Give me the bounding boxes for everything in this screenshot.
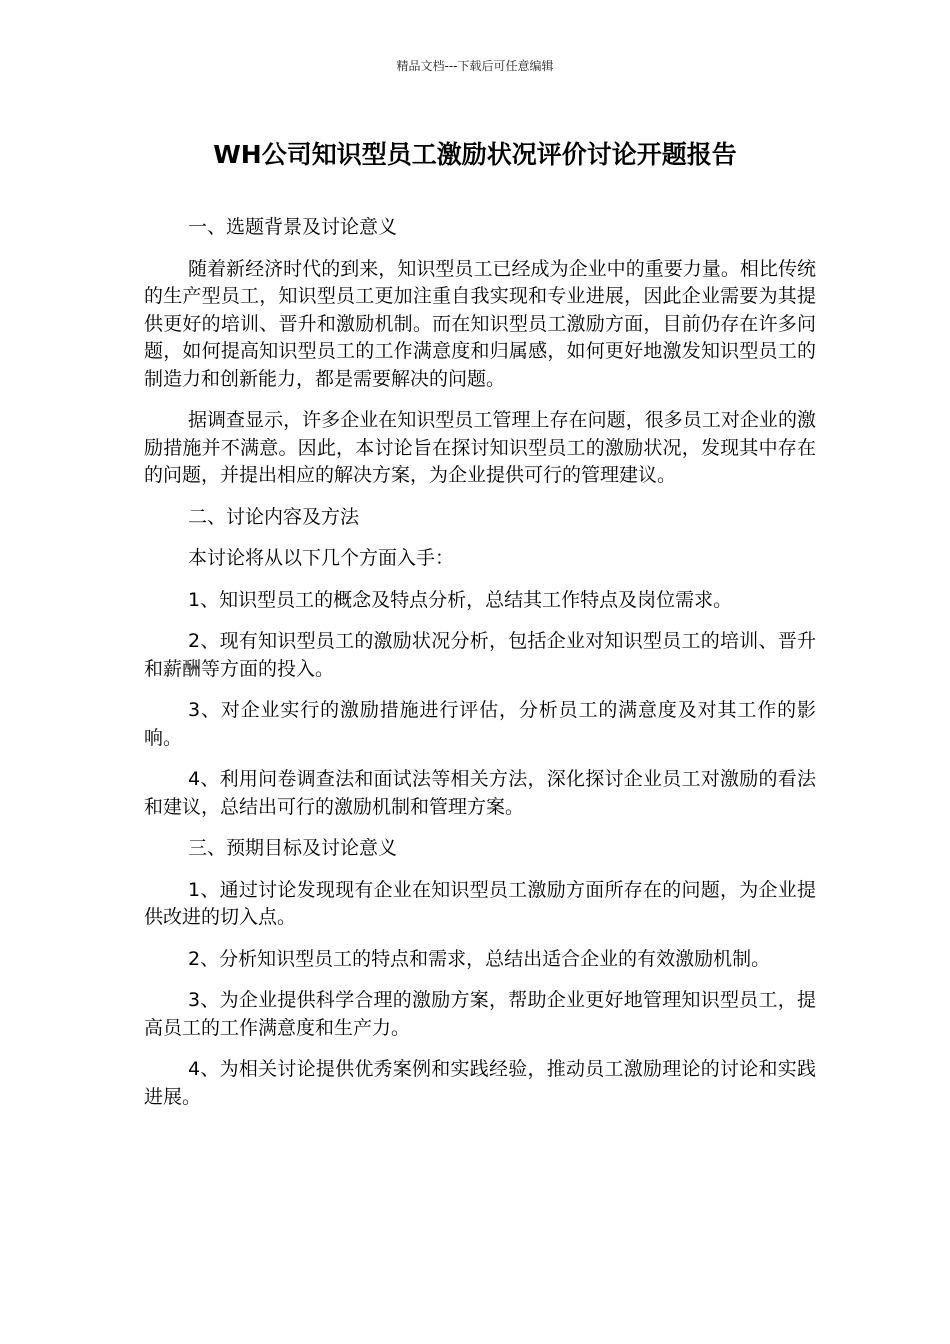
header-note: 精品文档---下载后可任意编辑 [396, 59, 554, 73]
list-item-content-2: 2、现有知识型员工的激励状况分析，包括企业对知识型员工的培训、晋升和薪酬等方面的投入。 [144, 630, 816, 680]
list-item-goal-2: 2、分析知识型员工的特点和需求，总结出适合企业的有效激励机制。 [188, 947, 771, 970]
list-item-goal-1: 1、通过讨论发现现有企业在知识型员工激励方面所存在的问题，为企业提供改进的切入点。 [144, 878, 816, 928]
list-item-content-3: 3、对企业实行的激励措施进行评估，分析员工的满意度及对其工作的影响。 [144, 699, 816, 749]
paragraph-survey: 据调查显示，许多企业在知识型员工管理上存在问题，很多员工对企业的激励措施并不满意。因此，本讨论旨在探讨知识型员工的激励状况，发现其中存在的问题，并提出相应的解决方案，为企业提供可行的管理建议。 [144, 409, 816, 486]
list-item-goal-4: 4、为相关讨论提供优秀案例和实践经验，推动员工激励理论的讨论和实践进展。 [144, 1058, 816, 1108]
list-item-content-4: 4、利用问卷调查法和面试法等相关方法，深化探讨企业员工对激励的看法和建议，总结出可行的激励机制和管理方案。 [144, 768, 816, 818]
paragraph-background: 随着新经济时代的到来，知识型员工已经成为企业中的重要力量。相比传统的生产型员工，知识型员工更加注重自我实现和专业进展，因此企业需要为其提供更好的培训、晋升和激励机制。而在知识型员工激励方面，目前仍存在许多问题，如何提高知识型员工的工作满意度和归属感，如何更好地激发知识型员工的制造力和创新能力，都是需要解决的问题。 [144, 257, 816, 390]
paragraph-intro: 本讨论将从以下几个方面入手： [188, 547, 455, 569]
section-heading-content: 二、讨论内容及方法 [188, 505, 360, 528]
list-item-goal-3: 3、为企业提供科学合理的激励方案，帮助企业更好地管理知识型员工，提高员工的工作满意度和生产力。 [144, 989, 816, 1039]
section-heading-goals: 三、预期目标及讨论意义 [188, 837, 398, 859]
section-heading-background: 一、选题背景及讨论意义 [188, 216, 398, 238]
list-item-content-1: 1、知识型员工的概念及特点分析，总结其工作特点及岗位需求。 [188, 588, 733, 611]
document-body [144, 214, 816, 1125]
document-title: WH公司知识型员工激励状况评价讨论开题报告 [213, 140, 737, 169]
